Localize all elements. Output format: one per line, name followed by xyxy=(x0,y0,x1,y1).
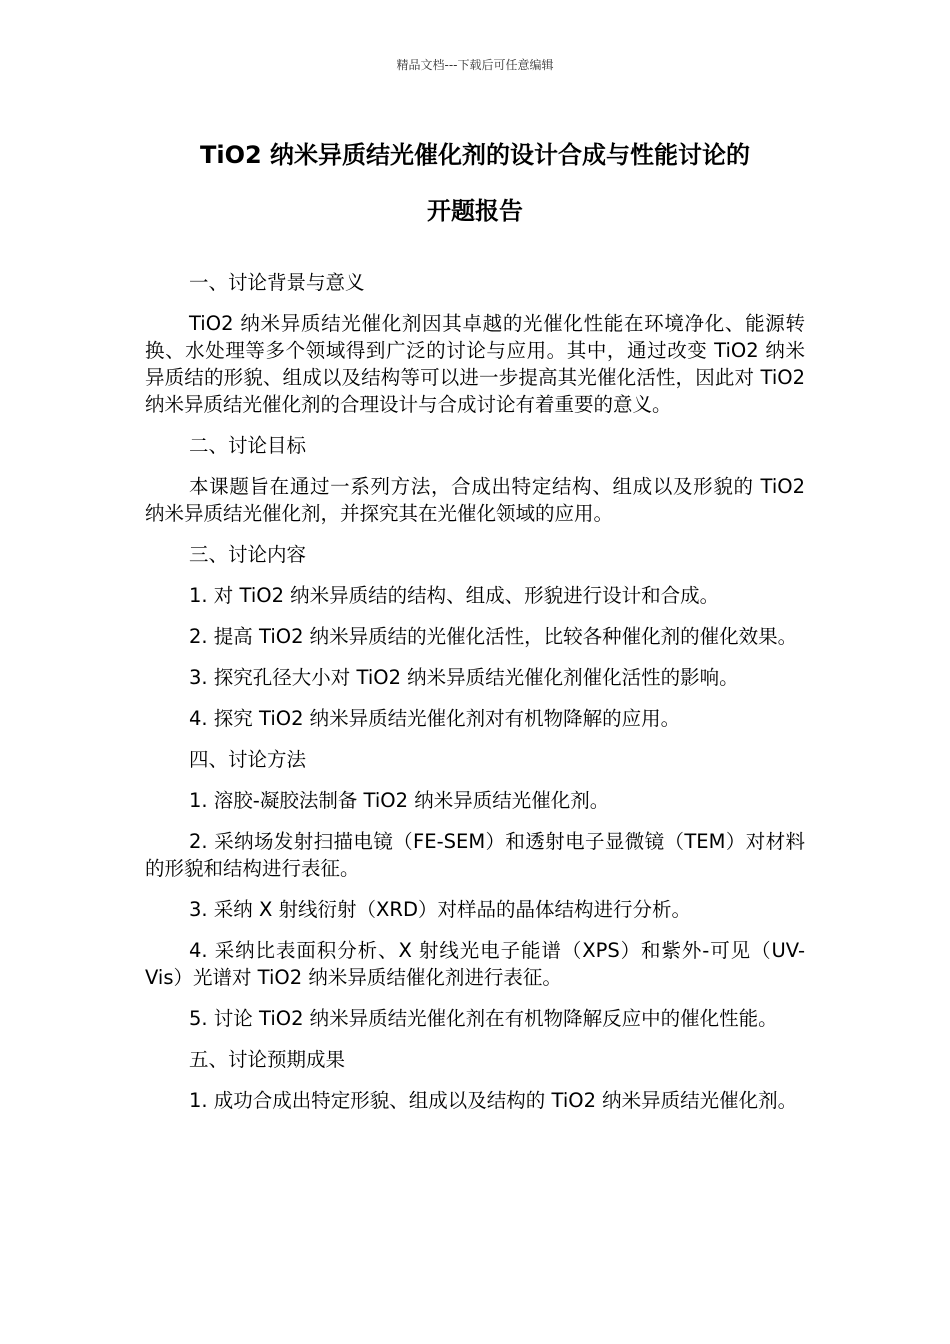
list-item-method-1: 1. 溶胶-凝胶法制备 TiO2 纳米异质结光催化剂。 xyxy=(189,789,610,812)
list-item-content-1: 1. 对 TiO2 纳米异质结的结构、组成、形貌进行设计和合成。 xyxy=(189,584,720,607)
page-header: 精品文档---下载后可任意编辑 xyxy=(396,58,554,72)
document-body xyxy=(145,269,805,1128)
list-item-method-3: 3. 采纳 X 射线衍射（XRD）对样品的晶体结构进行分析。 xyxy=(189,898,691,921)
section-heading-content: 三、讨论内容 xyxy=(189,543,307,566)
list-item-content-2: 2. 提高 TiO2 纳米异质结的光催化活性，比较各种催化剂的催化效果。 xyxy=(189,625,798,648)
document-title-line-2: 开题报告 xyxy=(427,197,523,225)
section-heading-background: 一、讨论背景与意义 xyxy=(189,271,365,294)
paragraph-background: TiO2 纳米异质结光催化剂因其卓越的光催化性能在环境净化、能源转换、水处理等多个领域得到广泛的讨论与应用。其中，通过改变 TiO2 纳米异质结的形貌、组成以及结构等可以进一步提高其光催化活性，因此对 TiO2 纳米异质结光催化剂的合理设计与合成讨论有着重要的意义。 xyxy=(145,312,805,416)
section-heading-outcomes: 五、讨论预期成果 xyxy=(189,1048,346,1071)
list-item-content-3: 3. 探究孔径大小对 TiO2 纳米异质结光催化剂催化活性的影响。 xyxy=(189,666,739,689)
list-item-content-4: 4. 探究 TiO2 纳米异质结光催化剂对有机物降解的应用。 xyxy=(189,707,681,730)
section-heading-goals: 二、讨论目标 xyxy=(189,434,307,457)
section-heading-methods: 四、讨论方法 xyxy=(189,748,307,771)
list-item-method-5: 5. 讨论 TiO2 纳米异质结光催化剂在有机物降解反应中的催化性能。 xyxy=(189,1007,778,1030)
list-item-method-2: 2. 采纳场发射扫描电镜（FE-SEM）和透射电子显微镜（TEM）对材料的形貌和结构进行表征。 xyxy=(145,830,805,880)
list-item-outcome-1: 1. 成功合成出特定形貌、组成以及结构的 TiO2 纳米异质结光催化剂。 xyxy=(189,1089,798,1112)
paragraph-goals: 本课题旨在通过一系列方法，合成出特定结构、组成以及形貌的 TiO2 纳米异质结光催化剂，并探究其在光催化领域的应用。 xyxy=(145,475,805,525)
list-item-method-4: 4. 采纳比表面积分析、X 射线光电子能谱（XPS）和紫外-可见（UV-Vis）光谱对 TiO2 纳米异质结催化剂进行表征。 xyxy=(145,939,805,989)
document-title-line-1: TiO2 纳米异质结光催化剂的设计合成与性能讨论的 xyxy=(199,141,751,169)
